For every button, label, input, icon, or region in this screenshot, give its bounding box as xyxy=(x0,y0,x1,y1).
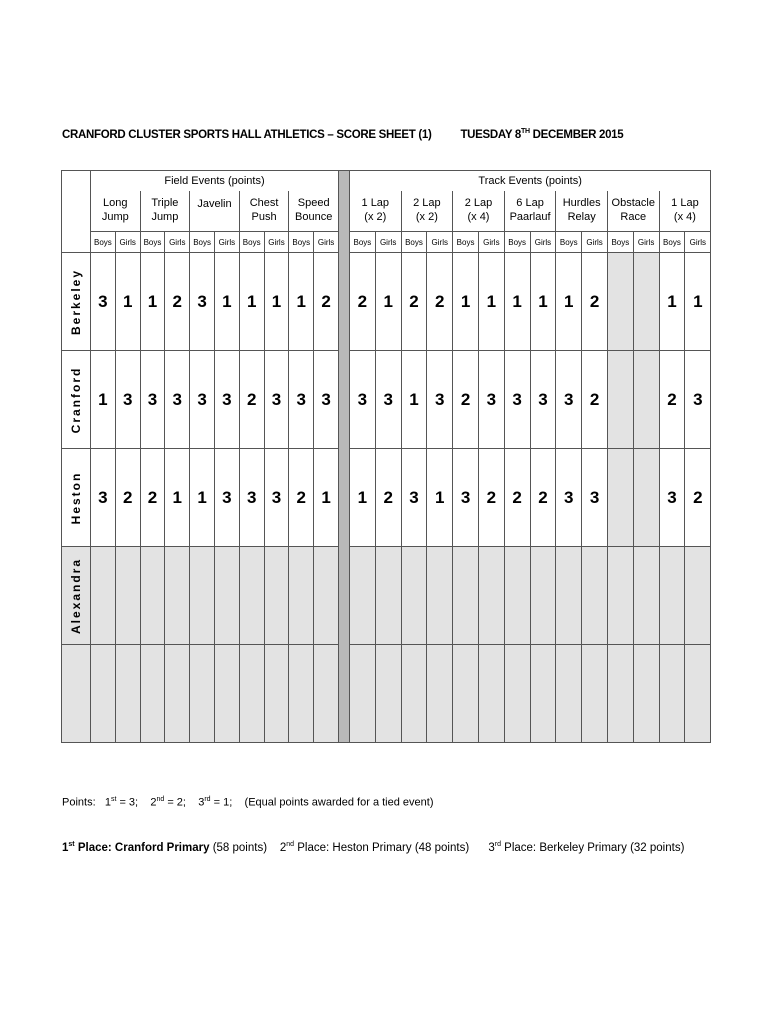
score-cell xyxy=(115,645,140,743)
score-cell: 1 xyxy=(401,351,427,449)
score-cell: 3 xyxy=(556,351,582,449)
score-cell: 3 xyxy=(165,351,190,449)
score-cell: 3 xyxy=(453,449,479,547)
score-cell: 3 xyxy=(375,351,401,449)
event-name-line2: Jump xyxy=(151,211,179,223)
score-cell: 3 xyxy=(349,351,375,449)
score-cell xyxy=(264,645,289,743)
score-cell xyxy=(91,547,116,645)
points-legend: Points: 1st = 3; 2nd = 2; 3rd = 1; (Equal points awarded for a tied event) xyxy=(62,796,434,809)
score-cell: 3 xyxy=(504,351,530,449)
score-cell: 3 xyxy=(239,449,264,547)
girls-label: Girls xyxy=(314,232,339,253)
score-cell xyxy=(582,645,608,743)
score-cell xyxy=(659,645,685,743)
score-cell: 3 xyxy=(190,253,215,351)
event-header xyxy=(607,191,659,232)
girls-label: Girls xyxy=(685,232,711,253)
event-header xyxy=(349,191,401,232)
score-cell xyxy=(478,645,504,743)
score-cell: 3 xyxy=(91,449,116,547)
score-cell: 2 xyxy=(453,351,479,449)
score-cell: 3 xyxy=(314,351,339,449)
girls-label: Girls xyxy=(633,232,659,253)
score-cell: 1 xyxy=(314,449,339,547)
event-name-line1: Speed xyxy=(297,197,330,210)
score-cell xyxy=(314,547,339,645)
score-cell: 1 xyxy=(685,253,711,351)
score-cell: 1 xyxy=(264,253,289,351)
score-cell: 1 xyxy=(140,253,165,351)
score-cell: 2 xyxy=(140,449,165,547)
girls-label: Girls xyxy=(264,232,289,253)
event-name-line1: 6 Lap xyxy=(516,197,544,210)
boys-label: Boys xyxy=(349,232,375,253)
girls-label: Girls xyxy=(165,232,190,253)
girls-label: Girls xyxy=(478,232,504,253)
score-cell xyxy=(453,547,479,645)
school-name: Berkeley xyxy=(69,268,83,335)
score-cell xyxy=(504,547,530,645)
boys-label: Boys xyxy=(239,232,264,253)
event-name-line1: Hurdles xyxy=(562,197,601,210)
school-name-cell xyxy=(62,645,91,743)
score-cell: 3 xyxy=(264,449,289,547)
boys-label: Boys xyxy=(607,232,633,253)
score-cell xyxy=(190,645,215,743)
event-name-line1: 1 Lap xyxy=(361,197,390,210)
score-cell xyxy=(582,547,608,645)
score-cell xyxy=(239,547,264,645)
score-cell: 3 xyxy=(659,449,685,547)
school-row xyxy=(62,253,711,351)
corner-cell xyxy=(62,171,91,253)
score-cell: 2 xyxy=(659,351,685,449)
event-name-line2: Race xyxy=(620,211,647,223)
score-cell: 2 xyxy=(504,449,530,547)
score-cell: 1 xyxy=(214,253,239,351)
boys-label: Boys xyxy=(190,232,215,253)
school-name-cell xyxy=(62,449,91,547)
event-name-line1: Chest xyxy=(249,197,279,210)
score-cell xyxy=(264,547,289,645)
score-cell xyxy=(289,547,314,645)
school-name-cell xyxy=(62,547,91,645)
third-place: 3rd Place: Berkeley Primary (32 points) xyxy=(488,841,685,854)
boys-label: Boys xyxy=(453,232,479,253)
score-cell xyxy=(504,645,530,743)
school-row xyxy=(62,547,711,645)
score-cell xyxy=(607,449,633,547)
score-cell xyxy=(140,645,165,743)
event-name-line1: 1 Lap xyxy=(671,197,699,210)
girls-label: Girls xyxy=(427,232,453,253)
score-cell: 1 xyxy=(115,253,140,351)
track-events-header: Track Events (points) xyxy=(349,171,710,192)
score-cell: 2 xyxy=(582,351,608,449)
score-cell xyxy=(556,645,582,743)
score-cell: 2 xyxy=(314,253,339,351)
score-cell xyxy=(401,547,427,645)
score-cell: 3 xyxy=(401,449,427,547)
score-cell xyxy=(556,547,582,645)
score-cell xyxy=(685,645,711,743)
second-place: 2nd Place: Heston Primary (48 points) xyxy=(279,841,470,854)
score-cell: 1 xyxy=(375,253,401,351)
score-cell xyxy=(214,547,239,645)
school-name: Alexandra xyxy=(69,557,83,634)
event-name-line2: (x 4) xyxy=(673,211,696,223)
score-cell xyxy=(427,645,453,743)
score-cell xyxy=(633,547,659,645)
score-cell: 2 xyxy=(685,449,711,547)
score-cell xyxy=(289,645,314,743)
girls-label: Girls xyxy=(214,232,239,253)
score-cell: 1 xyxy=(453,253,479,351)
score-cell xyxy=(607,253,633,351)
event-name-line2: Relay xyxy=(567,211,596,223)
score-cell xyxy=(478,547,504,645)
event-name-line1: Triple xyxy=(151,197,179,210)
event-header xyxy=(239,191,289,232)
score-cell: 1 xyxy=(91,351,116,449)
event-header xyxy=(556,191,608,232)
event-name-line2: Bounce xyxy=(295,211,333,223)
score-cell: 3 xyxy=(115,351,140,449)
score-cell: 3 xyxy=(530,351,556,449)
date-text: TUESDAY 8TH DECEMBER 2015 xyxy=(460,128,624,141)
event-header xyxy=(190,191,240,232)
score-cell xyxy=(91,645,116,743)
score-cell: 1 xyxy=(165,449,190,547)
score-cell: 2 xyxy=(530,449,556,547)
event-name-line1: Long xyxy=(103,197,128,210)
girls-label: Girls xyxy=(115,232,140,253)
score-cell xyxy=(633,645,659,743)
score-cell: 3 xyxy=(190,351,215,449)
score-cell: 2 xyxy=(165,253,190,351)
column-separator xyxy=(338,171,349,743)
event-name-line1: Javelin xyxy=(197,197,232,210)
score-cell: 3 xyxy=(214,351,239,449)
boys-label: Boys xyxy=(140,232,165,253)
event-name-line2 xyxy=(190,211,239,224)
girls-label: Girls xyxy=(582,232,608,253)
score-cell: 2 xyxy=(478,449,504,547)
score-cell xyxy=(115,547,140,645)
event-name-line2: (x 2) xyxy=(364,211,387,223)
score-cell: 1 xyxy=(349,449,375,547)
event-header xyxy=(140,191,190,232)
event-header xyxy=(453,191,505,232)
score-cell xyxy=(453,645,479,743)
school-name-cell xyxy=(62,351,91,449)
score-cell: 3 xyxy=(478,351,504,449)
school-row xyxy=(62,449,711,547)
score-cell: 1 xyxy=(289,253,314,351)
score-cell xyxy=(349,547,375,645)
score-cell xyxy=(530,645,556,743)
score-cell: 2 xyxy=(427,253,453,351)
first-place: 1st Place: Cranford Primary xyxy=(62,841,210,854)
boys-label: Boys xyxy=(504,232,530,253)
score-cell: 2 xyxy=(115,449,140,547)
score-cell xyxy=(349,645,375,743)
score-cell xyxy=(659,547,685,645)
score-cell: 3 xyxy=(289,351,314,449)
event-name-line1: 2 Lap xyxy=(413,197,441,210)
sheet-title xyxy=(62,128,623,141)
score-cell: 2 xyxy=(239,351,264,449)
score-cell: 2 xyxy=(401,253,427,351)
score-table xyxy=(61,170,711,743)
score-cell xyxy=(375,547,401,645)
score-cell xyxy=(165,547,190,645)
school-name: Heston xyxy=(69,471,83,524)
score-cell: 3 xyxy=(264,351,289,449)
school-name: Cranford xyxy=(69,366,83,433)
title-text: CRANFORD CLUSTER SPORTS HALL ATHLETICS – SCORE SHEET (1) xyxy=(62,128,432,141)
score-cell xyxy=(401,645,427,743)
boys-label: Boys xyxy=(556,232,582,253)
school-name-cell xyxy=(62,253,91,351)
score-cell: 1 xyxy=(239,253,264,351)
score-cell xyxy=(314,645,339,743)
score-cell: 2 xyxy=(289,449,314,547)
girls-label: Girls xyxy=(375,232,401,253)
score-cell: 2 xyxy=(375,449,401,547)
score-cell: 3 xyxy=(214,449,239,547)
event-name-line2: (x 2) xyxy=(415,211,438,223)
event-name-line2: Jump xyxy=(101,211,129,223)
score-cell xyxy=(685,547,711,645)
event-name-line2: Paarlauf xyxy=(509,211,551,223)
score-cell: 3 xyxy=(556,449,582,547)
event-name-line1: 2 Lap xyxy=(464,197,493,210)
score-cell: 1 xyxy=(190,449,215,547)
event-name-line1: Obstacle xyxy=(611,197,655,210)
boys-label: Boys xyxy=(91,232,116,253)
score-cell: 2 xyxy=(349,253,375,351)
event-header xyxy=(659,191,711,232)
boys-label: Boys xyxy=(401,232,427,253)
score-cell: 2 xyxy=(582,253,608,351)
score-cell: 1 xyxy=(504,253,530,351)
score-cell xyxy=(607,547,633,645)
score-cell xyxy=(607,645,633,743)
score-cell xyxy=(530,547,556,645)
event-header xyxy=(401,191,453,232)
score-cell xyxy=(140,547,165,645)
event-name-line2: (x 4) xyxy=(467,211,490,223)
score-cell: 3 xyxy=(91,253,116,351)
score-cell xyxy=(427,547,453,645)
school-row xyxy=(62,645,711,743)
score-cell xyxy=(607,351,633,449)
score-cell xyxy=(375,645,401,743)
girls-label: Girls xyxy=(530,232,556,253)
event-name-line2: Push xyxy=(251,211,277,223)
score-cell xyxy=(190,547,215,645)
score-cell: 3 xyxy=(582,449,608,547)
field-events-header: Field Events (points) xyxy=(91,171,339,192)
score-cell: 3 xyxy=(427,351,453,449)
score-cell: 1 xyxy=(427,449,453,547)
score-cell xyxy=(165,645,190,743)
score-cell: 1 xyxy=(530,253,556,351)
event-header xyxy=(91,191,141,232)
score-cell: 1 xyxy=(556,253,582,351)
score-cell xyxy=(633,449,659,547)
boys-label: Boys xyxy=(289,232,314,253)
event-header xyxy=(289,191,339,232)
score-cell xyxy=(214,645,239,743)
score-cell: 3 xyxy=(140,351,165,449)
event-header xyxy=(504,191,556,232)
boys-label: Boys xyxy=(659,232,685,253)
school-row xyxy=(62,351,711,449)
score-cell: 1 xyxy=(659,253,685,351)
score-cell xyxy=(633,253,659,351)
score-cell xyxy=(239,645,264,743)
score-cell: 1 xyxy=(478,253,504,351)
score-cell xyxy=(633,351,659,449)
placings: 1st Place: Cranford Primary (58 points) 2nd Place: Heston Primary (48 points) 3rd Place: Berkeley Primary (32 points) xyxy=(62,841,685,854)
score-cell: 3 xyxy=(685,351,711,449)
